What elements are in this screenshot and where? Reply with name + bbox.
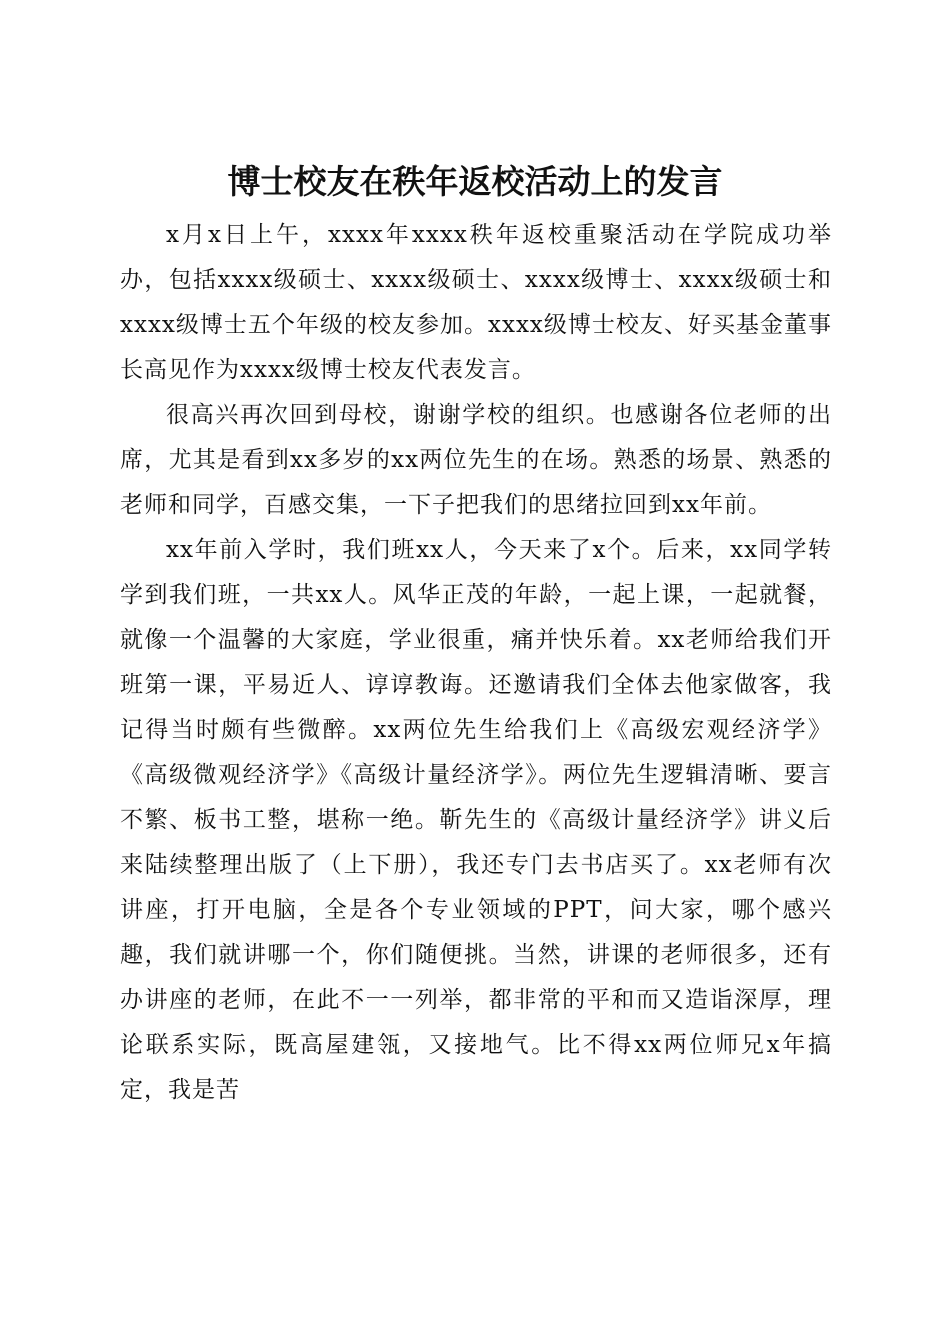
page-title: 博士校友在秩年返校活动上的发言 — [227, 162, 723, 202]
paragraph-memories: xx年前入学时，我们班xx人，今天来了x个。后来，xx同学转学到我们班，一共xx人。风华正茂的年龄，一起上课，一起就餐，就像一个温馨的大家庭，学业很重，痛并快乐着。xx老师给我们开班第一课，平易近人、谆谆教诲。还邀请我们全体去他家做客，我记得当时颇有些微醉。xx两位先生给我们上《高级宏观经济学》《高级微观经济学》《高级计量经济学》。两位先生逻辑清晰、要言不繁、板书工整，堪称一绝。靳先生的《高级计量经济学》讲义后来陆续整理出版了（上下册），我还专门去书店买了。xx老师有次讲座，打开电脑，全是各个专业领域的PPT，问大家，哪个感兴趣，我们就讲哪一个，你们随便挑。当然，讲课的老师很多，还有办讲座的老师，在此不一一列举，都非常的平和而又造诣深厚，理论联系实际，既高屋建瓴，又接地气。比不得xx两位师兄x年搞定，我是苦 — [120, 537, 832, 1103]
document-body — [120, 213, 832, 1113]
paragraph-intro: x月x日上午，xxxx年xxxx秩年返校重聚活动在学院成功举办，包括xxxx级硕士、xxxx级硕士、xxxx级博士、xxxx级硕士和xxxx级博士五个年级的校友参加。xxxx级博士校友、好买基金董事长高见作为xxxx级博士校友代表发言。 — [120, 222, 832, 383]
paragraph-greeting: 很高兴再次回到母校，谢谢学校的组织。也感谢各位老师的出席，尤其是看到xx多岁的xx两位先生的在场。熟悉的场景、熟悉的老师和同学，百感交集，一下子把我们的思绪拉回到xx年前。 — [120, 402, 832, 518]
